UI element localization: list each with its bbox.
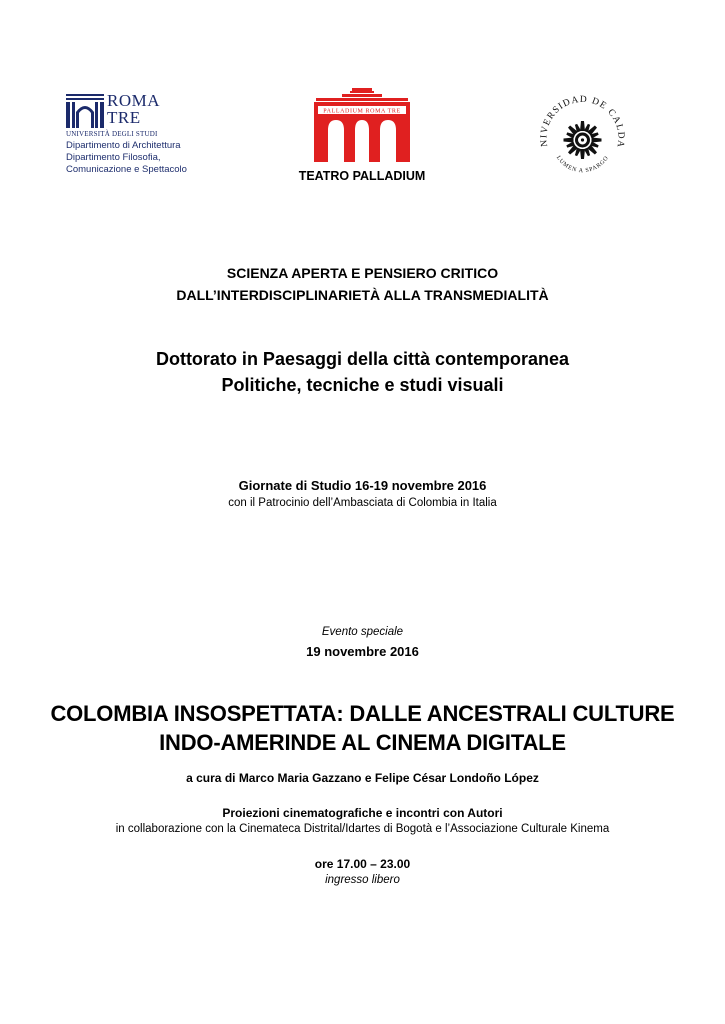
- collaboration-text: in collaborazione con la Cinemateca Distrital/Idartes di Bogotà e l’Associazione Culturale Kinema: [115, 823, 610, 835]
- caldas-sun-icon: [535, 92, 630, 187]
- doctorate-title: [0, 346, 725, 398]
- study-days-title: Giornate di Studio 16-19 novembre 2016: [238, 478, 487, 493]
- department-line: Comunicazione e Spettacolo: [66, 164, 187, 175]
- entry-text: ingresso libero: [325, 874, 400, 886]
- roma-tre-logo: [66, 92, 216, 176]
- caldas-motto-text: LUMEN A SPARGO: [554, 155, 611, 175]
- special-event-label: Evento speciale: [321, 626, 404, 638]
- roma-tre-arch-icon: [66, 92, 104, 130]
- main-title-line: COLOMBIA INSOSPETTATA: DALLE ANCESTRALI CULTURE: [50, 701, 675, 726]
- department-line: Dipartimento Filosofia,: [66, 152, 161, 163]
- caldas-ring-text: NIVERSIDAD DE CALDA: [539, 94, 626, 149]
- conference-heading-line: SCIENZA APERTA E PENSIERO CRITICO: [226, 265, 499, 281]
- university-text: UNIVERSITÀ DEGLI STUDI: [66, 130, 158, 138]
- patronage-text: con il Patrocinio dell’Ambasciata di Colombia in Italia: [228, 497, 497, 509]
- main-title: [0, 699, 725, 757]
- department-list: [66, 140, 216, 176]
- schedule-time: ore 17.00 – 23.00: [314, 857, 411, 871]
- main-title-line: INDO-AMERINDE AL CINEMA DIGITALE: [159, 730, 566, 755]
- universidad-caldas-seal: [535, 92, 630, 187]
- curators-text: a cura di Marco Maria Gazzano e Felipe César Londoño López: [186, 771, 539, 785]
- teatro-palladium-label: TEATRO PALLADIUM: [298, 169, 426, 183]
- doctorate-title-line: Dottorato in Paesaggi della città contemporanea: [155, 349, 570, 369]
- conference-heading-line: DALL’INTERDISCIPLINARIETÀ ALLA TRANSMEDIALITÀ: [176, 287, 549, 303]
- doctorate-title-line: Politiche, tecniche e studi visuali: [221, 375, 504, 395]
- projections-title: Proiezioni cinematografiche e incontri con Autori: [222, 806, 503, 820]
- conference-heading: [0, 262, 725, 306]
- tre-text: TRE: [107, 108, 141, 127]
- special-event-date: 19 novembre 2016: [306, 644, 419, 659]
- roma-text: ROMA: [107, 91, 161, 110]
- palladium-logo: [312, 86, 412, 169]
- svg-text:UNIVERSIDAD DE CALDAS: [535, 92, 626, 149]
- palladium-building-icon: [312, 86, 412, 164]
- department-line: Dipartimento di Architettura: [66, 140, 181, 151]
- palladium-banner-text: PALLADIUM ROMA TRE: [323, 108, 401, 115]
